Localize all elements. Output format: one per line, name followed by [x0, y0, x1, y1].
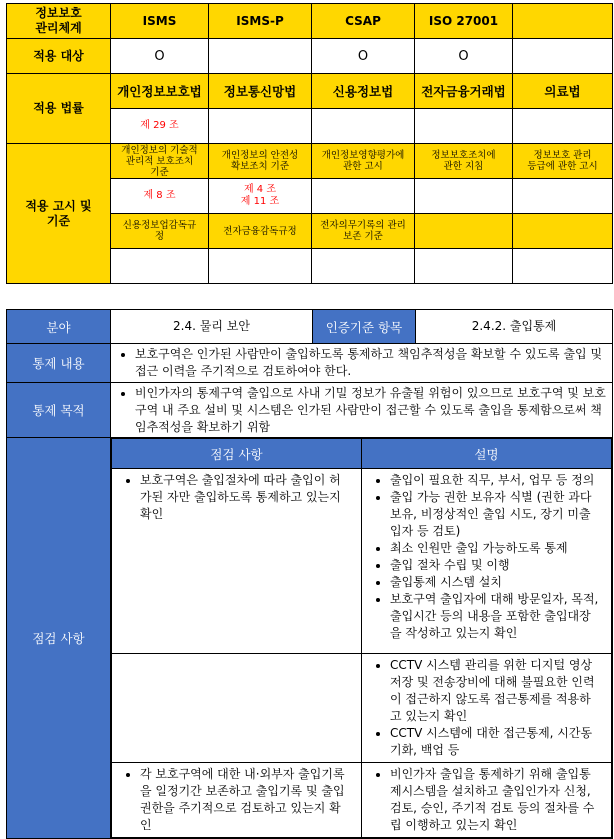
checklist-desc-item: • 보호구역 출입자에 대해 방문일자, 목적, 출입시간 등의 내용을 포함한 출입대장을 작성하고 있는지 확인 [390, 591, 601, 642]
checklist-check-item: • 각 보호구역에 대한 내·외부자 출입기록을 일정기간 보존하고 출입기록 및 출입권한을 주기적으로 검토하고 있는지 확인 [140, 766, 351, 834]
notice-name: 정보보호 관리 등급에 관한 고시 [513, 144, 613, 179]
notice-article [415, 249, 513, 284]
notice-article: 제 8 조 [111, 179, 209, 214]
checklist-check-cell [112, 654, 362, 763]
checklist-check-cell [112, 763, 362, 838]
checklist-desc-item: • 출입 가능 권한 보유자 식별 (권한 과다 보유, 비정상적인 출입 시도, 장기 미출입자 등 검토) [390, 489, 601, 540]
checklist-desc-item: • 비인가자 출입을 통제하기 위해 출입통제시스템을 설치하고 출입인가자 신청, 검토, 승인, 주기적 검토 등의 절차를 수립 이행하고 있는지 확인 [390, 766, 601, 834]
notice-article [111, 249, 209, 284]
standard-isms: ISMS [111, 4, 209, 39]
notice-name: 정보보호조치에 관한 지침 [415, 144, 513, 179]
checklist-desc-item: • 출입 절차 수립 및 이행 [390, 557, 601, 574]
target-mark: O [111, 39, 209, 74]
laws-label: 적용 법률 [7, 74, 111, 144]
checklist-check-header: 점검 사항 [112, 439, 362, 469]
notice-name: 전자의무기록의 관리 보존 기준 [312, 214, 415, 249]
notice-name: 개인정보의 기술적 관리적 보호조치 기준 [111, 144, 209, 179]
notice-article [209, 249, 312, 284]
checklist-desc-header: 설명 [362, 439, 612, 469]
law-name: 정보통신망법 [209, 74, 312, 109]
notice-article [513, 249, 613, 284]
law-name: 의료법 [513, 74, 613, 109]
notice-article [513, 179, 613, 214]
target-mark: O [415, 39, 513, 74]
checklist-label: 점검 사항 [7, 438, 111, 839]
domain-label: 분야 [7, 310, 111, 344]
law-name: 전자금융거래법 [415, 74, 513, 109]
control-purpose-body [111, 383, 613, 438]
law-article: 제 29 조 [111, 109, 209, 144]
standard-iso27001: ISO 27001 [415, 4, 513, 39]
standard-empty [513, 4, 613, 39]
notice-name: 개인정보영향평가에 관한 고시 [312, 144, 415, 179]
checklist-desc-item: • 최소 인원만 출입 가능하도록 통제 [390, 540, 601, 557]
checklist-desc-item: • CCTV 시스템 관리를 위한 디지털 영상저장 및 전송장비에 대해 불필요한 인력이 접근하지 않도록 접근통제를 적용하고 있는지 확인 [390, 657, 601, 725]
control-purpose-item: • 비인가자의 통제구역 출입으로 사내 기밀 정보가 유출될 위험이 있으므로 보호구역 및 보호구역 내 주요 설비 및 시스템은 인가된 사람만이 접근할 수 있도록 출입을 통제함으로써 책임추적성을 확보하기 위함 [135, 385, 606, 436]
checklist-desc-cell [362, 469, 612, 654]
domain-value: 2.4. 물리 보안 [111, 310, 313, 344]
notices-label: 적용 고시 및 기준 [7, 144, 111, 284]
standard-isms-p: ISMS-P [209, 4, 312, 39]
law-article [312, 109, 415, 144]
checklist-container [111, 438, 613, 839]
control-purpose-label: 통제 목적 [7, 383, 111, 438]
checklist-desc-item: • 출입이 필요한 직무, 부서, 업무 등 정의 [390, 472, 601, 489]
criteria-value: 2.4.2. 출입통제 [416, 310, 613, 344]
notice-name: 개인정보의 안전성 확보조치 기준 [209, 144, 312, 179]
checklist-check-cell [112, 469, 362, 654]
checklist-desc-item: • CCTV 시스템에 대한 접근통제, 시간동기화, 백업 등 [390, 725, 601, 759]
notice-name [415, 214, 513, 249]
control-content-body [111, 344, 613, 383]
control-table [6, 309, 613, 839]
target-mark [513, 39, 613, 74]
control-content-label: 통제 내용 [7, 344, 111, 383]
standard-csap: CSAP [312, 4, 415, 39]
notice-name: 신용정보업감독규 정 [111, 214, 209, 249]
notice-name [513, 214, 613, 249]
target-mark: O [312, 39, 415, 74]
framework-corner-label: 정보보호 관리체계 [7, 4, 111, 39]
checklist-desc-cell [362, 654, 612, 763]
checklist-table [111, 438, 612, 838]
law-article [513, 109, 613, 144]
notice-article [312, 249, 415, 284]
law-name: 신용정보법 [312, 74, 415, 109]
criteria-label: 인증기준 항목 [313, 310, 416, 344]
target-mark [209, 39, 312, 74]
framework-table [6, 3, 613, 284]
control-content-item: • 보호구역은 인가된 사람만이 출입하도록 통제하고 책임추적성을 확보할 수 있도록 출입 및 접근 이력을 주기적으로 검토하여야 한다. [135, 346, 606, 380]
law-article [209, 109, 312, 144]
notice-article [312, 179, 415, 214]
target-label: 적용 대상 [7, 39, 111, 74]
notice-article [415, 179, 513, 214]
checklist-desc-item: • 출입통제 시스템 설치 [390, 574, 601, 591]
law-article [415, 109, 513, 144]
checklist-check-item: • 보호구역은 출입절차에 따라 출입이 허가된 자만 출입하도록 통제하고 있는지 확인 [140, 472, 351, 523]
notice-article: 제 4 조 제 11 조 [209, 179, 312, 214]
notice-name: 전자금융감독규정 [209, 214, 312, 249]
law-name: 개인정보보호법 [111, 74, 209, 109]
checklist-desc-cell [362, 763, 612, 838]
